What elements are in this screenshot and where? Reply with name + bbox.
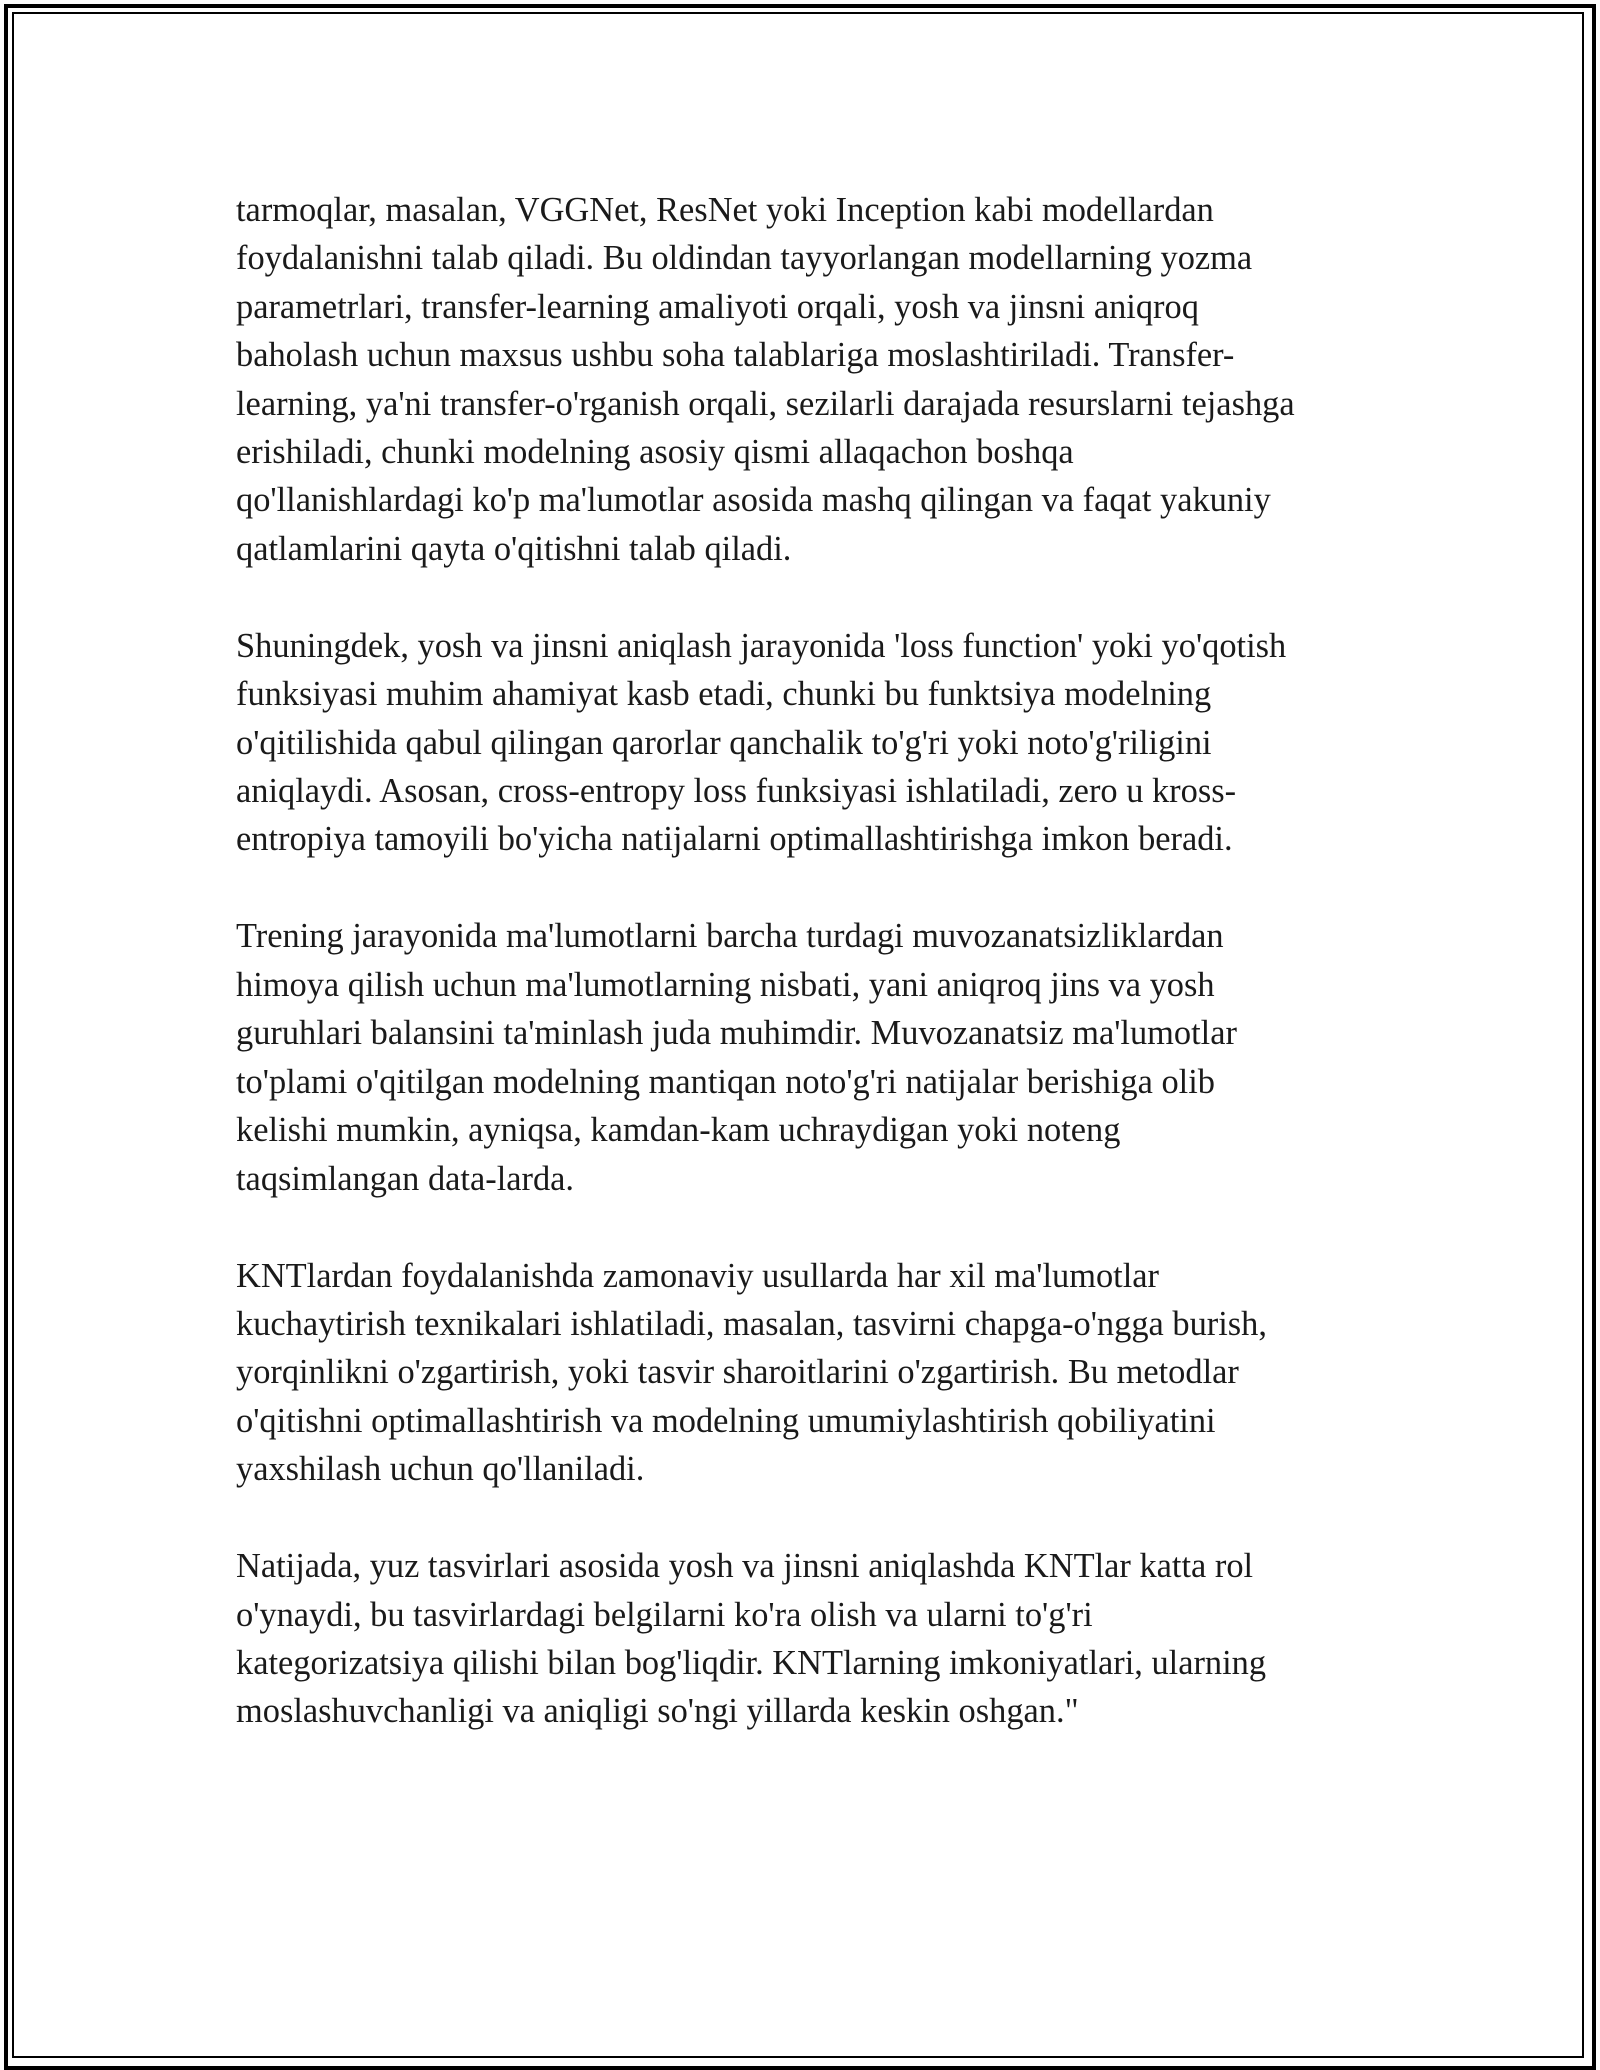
text-line: qatlamlarini qayta o'qitishni talab qiladi.: [236, 529, 792, 568]
text-line: tarmoqlar, masalan, VGGNet, ResNet yoki Inception kabi modellardan: [236, 191, 1214, 229]
text-line: learning, ya'ni transfer-o'rganish orqali, sezilarli darajada resurslarni tejashga: [236, 384, 1295, 423]
text-line: qo'llanishlardagi ko'p ma'lumotlar asosida mashq qilingan va faqat yakuniy: [236, 481, 1271, 520]
paragraph-data-balance: [236, 912, 1386, 1202]
text-line: kelishi mumkin, ayniqsa, kamdan-kam uchraydigan yoki noteng: [236, 1111, 1121, 1150]
text-line: kuchaytirish texnikalari ishlatiladi, masalan, tasvirni chapga-o'ngga burish,: [236, 1304, 1267, 1343]
text-line: baholash uchun maxsus ushbu soha talablariga moslashtiriladi. Transfer-: [236, 336, 1235, 375]
paragraph-conclusion: [236, 1542, 1386, 1736]
text-line: entropiya tamoyili bo'yicha natijalarni optimallashtirishga imkon beradi.: [236, 820, 1233, 859]
text-line: parametrlari, transfer-learning amaliyoti orqali, yosh va jinsni aniqroq: [236, 287, 1199, 326]
text-line: o'qitishni optimallashtirish va modelning umumiylashtirish qobiliyatini: [236, 1401, 1216, 1440]
text-line: Trening jarayonida ma'lumotlarni barcha turdagi muvozanatsizliklardan: [236, 917, 1224, 956]
text-line: to'plami o'qitilgan modelning mantiqan noto'g'ri natijalar berishiga olib: [236, 1062, 1215, 1101]
text-line: guruhlari balansini ta'minlash juda muhimdir. Muvozanatsiz ma'lumotlar: [236, 1014, 1237, 1053]
text-line: o'qitilishida qabul qilingan qarorlar qanchalik to'g'ri yoki noto'g'riligini: [236, 723, 1212, 762]
text-line: moslashuvchanligi va aniqligi so'ngi yillarda keskin oshgan.": [236, 1692, 1079, 1731]
text-line: funksiyasi muhim ahamiyat kasb etadi, chunki bu funktsiya modelning: [236, 675, 1212, 714]
text-line: o'ynaydi, bu tasvirlardagi belgilarni ko'ra olish va ularni to'g'ri: [236, 1595, 1093, 1634]
text-line: himoya qilish uchun ma'lumotlarning nisbati, yani aniqroq jins va yosh: [236, 965, 1215, 1004]
paragraph-transfer-learning: [236, 186, 1386, 573]
text-line: foydalanishni talab qiladi. Bu oldindan tayyorlangan modellarning yozma: [236, 239, 1253, 278]
text-line: aniqlaydi. Asosan, cross-entropy loss funksiyasi ishlatiladi, zero u kross-: [236, 772, 1237, 811]
text-line: yaxshilash uchun qo'llaniladi.: [236, 1450, 645, 1489]
paragraph-loss-function: [236, 622, 1386, 864]
paragraph-data-augmentation: [236, 1252, 1386, 1494]
text-line: erishiladi, chunki modelning asosiy qismi allaqachon boshqa: [236, 433, 1074, 472]
text-line: kategorizatsiya qilishi bilan bog'liqdir. KNTlarning imkoniyatlari, ularning: [236, 1643, 1267, 1682]
text-line: Natijada, yuz tasvirlari asosida yosh va jinsni aniqlashda KNTlar katta rol: [236, 1547, 1254, 1586]
text-line: Shuningdek, yosh va jinsni aniqlash jarayonida 'loss function' yoki yo'qotish: [236, 626, 1287, 665]
text-line: taqsimlangan data-larda.: [236, 1159, 575, 1198]
document-body: [236, 186, 1386, 1784]
text-line: yorqinlikni o'zgartirish, yoki tasvir sharoitlarini o'zgartirish. Bu metodlar: [236, 1353, 1239, 1392]
text-line: KNTlardan foydalanishda zamonaviy usullarda har xil ma'lumotlar: [236, 1256, 1159, 1295]
